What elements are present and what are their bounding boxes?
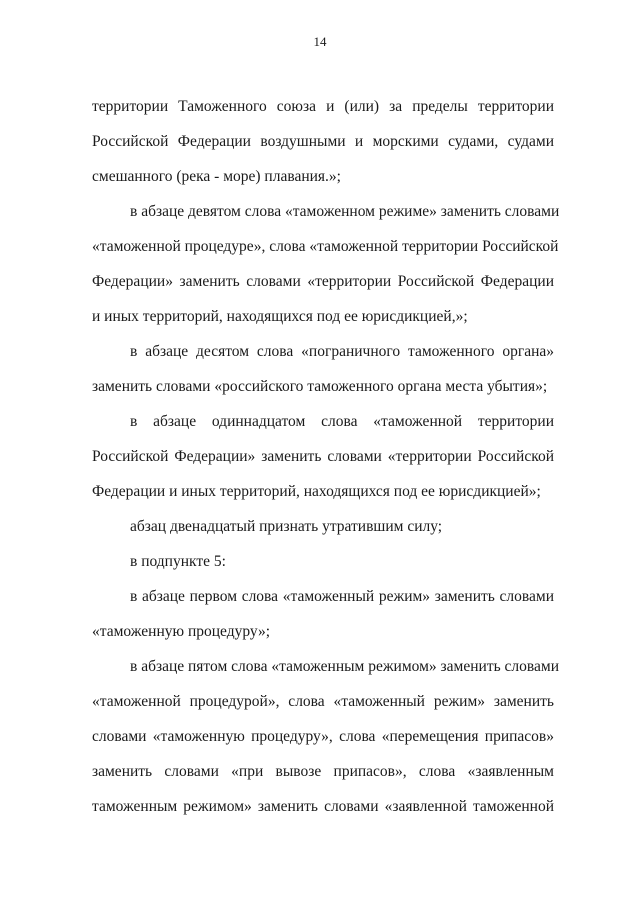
- text-line: в абзаце пятом слова «таможенным режимом» заменить словами: [130, 658, 560, 675]
- text-line: таможенным режимом» заменить словами «заявленной таможенной: [92, 798, 554, 815]
- text-line: абзац двенадцатый признать утратившим силу;: [130, 518, 443, 535]
- text-line: в абзаце одиннадцатом слова «таможенной территории: [130, 413, 554, 430]
- paragraph: [92, 404, 554, 509]
- text-line: заменить словами «российского таможенного органа места убытия»;: [92, 378, 548, 395]
- paragraph: [92, 579, 554, 649]
- paragraph: [92, 509, 554, 544]
- text-line: в абзаце десятом слова «пограничного таможенного органа»: [130, 343, 554, 360]
- text-line: в абзаце первом слова «таможенный режим» заменить словами: [130, 588, 554, 605]
- text-line: смешанного (река - море) плавания.»;: [92, 168, 341, 185]
- text-line: «таможенную процедуру»;: [92, 623, 271, 640]
- page-number: 14: [313, 34, 327, 49]
- paragraph: [92, 649, 560, 824]
- text-line: в подпункте 5:: [130, 553, 226, 570]
- text-line: Российской Федерации» заменить словами «территории Российской: [92, 448, 554, 465]
- paragraph: [92, 89, 554, 194]
- text-line: Федерации и иных территорий, находящихся под ее юрисдикцией»;: [92, 483, 541, 500]
- text-line: и иных территорий, находящихся под ее юрисдикцией,»;: [92, 308, 468, 325]
- text-line: «таможенной процедуре», слова «таможенной территории Российской: [92, 238, 559, 255]
- text-line: Российской Федерации воздушными и морскими судами, судами: [92, 133, 554, 150]
- paragraph: [92, 194, 560, 334]
- paragraph: [92, 334, 554, 404]
- text-line: «таможенной процедурой», слова «таможенный режим» заменить: [92, 693, 554, 710]
- text-line: в абзаце девятом слова «таможенном режиме» заменить словами: [130, 203, 560, 220]
- document-body: [92, 89, 560, 824]
- text-line: Федерации» заменить словами «территории Российской Федерации: [92, 273, 554, 290]
- paragraph: [92, 544, 554, 579]
- text-line: словами «таможенную процедуру», слова «перемещения припасов»: [92, 728, 554, 745]
- text-line: территории Таможенного союза и (или) за пределы территории: [92, 98, 554, 115]
- text-line: заменить словами «при вывозе припасов», слова «заявленным: [92, 763, 554, 780]
